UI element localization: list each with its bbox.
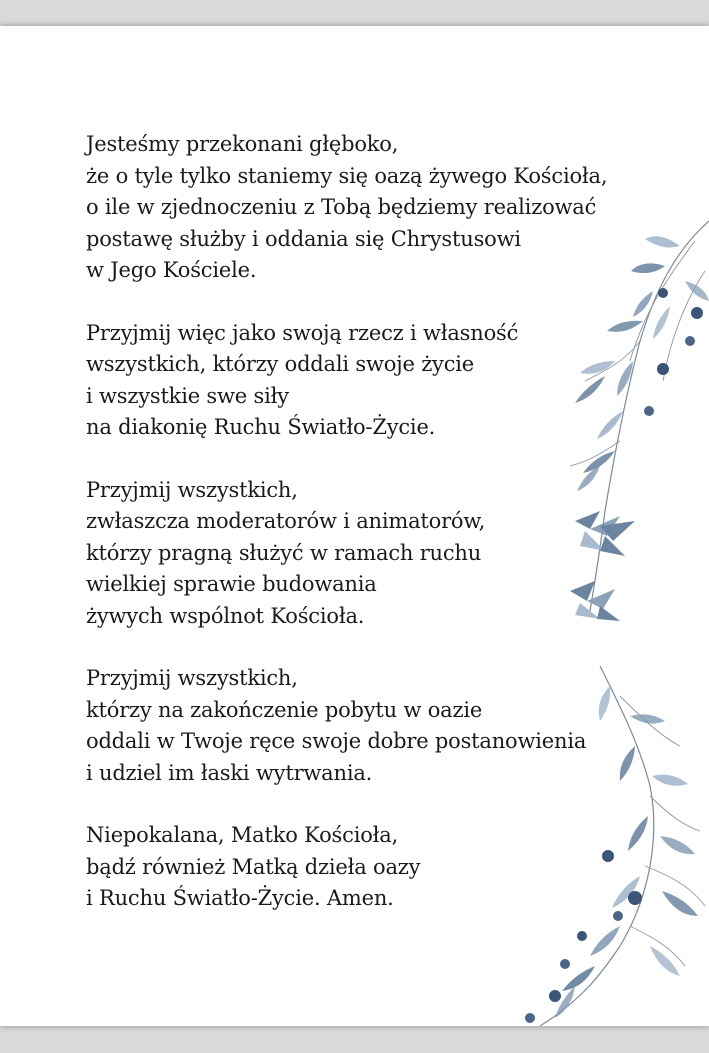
text-line: Przyjmij wszystkich,: [86, 477, 298, 502]
text-line: i udziel im łaski wytrwania.: [86, 760, 373, 785]
text-line: oddali w Twoje ręce swoje dobre postanowienia: [86, 729, 587, 753]
stanza-4: [86, 663, 626, 789]
stanza-5: [86, 820, 626, 915]
text-line: zwłaszcza moderatorów i animatorów,: [86, 509, 486, 533]
text-line: postawę służby i oddania się Chrystusowi: [86, 226, 521, 251]
prayer-text: [86, 129, 626, 946]
text-line: o ile w zjednoczeniu z Tobą będziemy realizować: [86, 195, 597, 219]
text-line: że o tyle tylko staniemy się oazą żywego Kościoła,: [86, 163, 608, 188]
text-line: wszystkich, którzy oddali swoje życie: [86, 352, 475, 376]
text-line: wielkiej sprawie budowania: [86, 572, 377, 596]
text-line: na diakonię Ruchu Światło-Życie.: [86, 415, 436, 439]
text-line: Przyjmij wszystkich,: [86, 666, 298, 690]
text-line: i wszystkie swe siły: [86, 383, 289, 408]
text-line: którzy na zakończenie pobytu w oazie: [86, 697, 483, 722]
text-line: którzy pragną służyć w ramach ruchu: [86, 540, 482, 565]
stanza-2: [86, 318, 626, 444]
text-line: Jesteśmy przekonani głęboko,: [86, 132, 399, 156]
text-line: w Jego Kościele.: [86, 258, 257, 282]
document-page: [0, 26, 709, 1026]
text-line: i Ruchu Światło-Życie. Amen.: [86, 886, 394, 910]
text-line: Przyjmij więc jako swoją rzecz i własność: [86, 320, 519, 345]
text-line: żywych wspólnot Kościoła.: [86, 603, 365, 628]
stanza-1: [86, 129, 626, 287]
text-line: Niepokalana, Matko Kościoła,: [86, 823, 399, 847]
stanza-3: [86, 475, 626, 633]
text-line: bądź również Matką dzieła oazy: [86, 854, 421, 879]
